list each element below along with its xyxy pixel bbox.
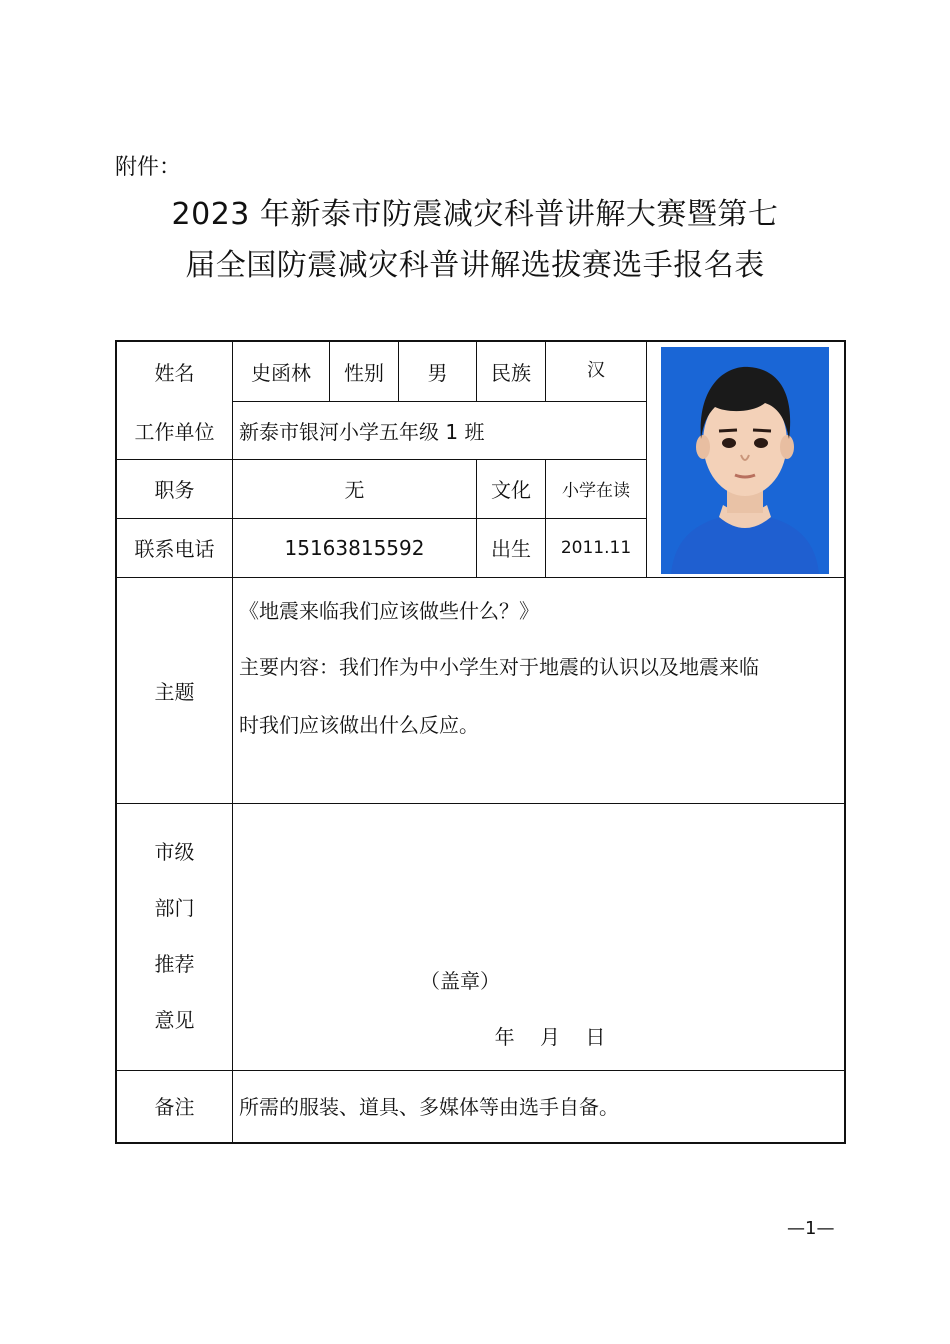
birth-label: 出生 xyxy=(491,537,531,561)
workplace-value: 新泰市银河小学五年级 1 班 xyxy=(239,419,485,444)
page-number: —1— xyxy=(787,1218,835,1239)
name-value: 史函林 xyxy=(251,361,311,385)
workplace-label: 工作单位 xyxy=(134,419,215,444)
position-label: 职务 xyxy=(154,478,195,502)
gender-value: 男 xyxy=(427,361,448,385)
attachment-label: 附件： xyxy=(115,155,182,180)
remarks-value: 所需的服装、道具、多媒体等由选手自备。 xyxy=(239,1095,619,1119)
gender-label: 性别 xyxy=(344,361,384,385)
seal-text: （盖章） xyxy=(420,968,500,993)
ethnicity-label: 民族 xyxy=(491,361,531,385)
opinion-label-line-2: 部门 xyxy=(154,895,195,920)
remarks-label: 备注 xyxy=(154,1095,195,1119)
opinion-label-line-3: 推荐 xyxy=(154,951,195,976)
topic-label: 主题 xyxy=(154,680,195,704)
phone-label: 联系电话 xyxy=(134,537,215,561)
education-value: 小学在读 xyxy=(562,481,630,501)
opinion-label-line-4: 意见 xyxy=(154,1007,195,1032)
opinion-label-line-1: 市级 xyxy=(154,839,195,864)
date-text: 年 月 日 xyxy=(494,1024,606,1049)
applicant-photo xyxy=(661,347,829,574)
name-label: 姓名 xyxy=(154,361,195,385)
birth-value: 2011.11 xyxy=(560,537,632,558)
ethnicity-value: 汉 xyxy=(587,360,605,381)
topic-content-line-1: 主要内容：我们作为中小学生对于地震的认识以及地震来临 xyxy=(239,655,759,679)
position-value: 无 xyxy=(344,478,365,502)
topic-title: 《地震来临我们应该做些什么？》 xyxy=(239,599,539,623)
education-label: 文化 xyxy=(491,478,531,502)
registration-form-table xyxy=(115,340,846,1144)
form-title-line-2: 届全国防震减灾科普讲解选拔赛选手报名表 xyxy=(185,248,765,283)
phone-value: 15163815592 xyxy=(284,535,425,560)
topic-content-line-2: 时我们应该做出什么反应。 xyxy=(239,713,479,737)
form-title-line-1: 2023 年新泰市防震减灾科普讲解大赛暨第七 xyxy=(171,197,779,232)
portrait-illustration xyxy=(661,347,829,574)
